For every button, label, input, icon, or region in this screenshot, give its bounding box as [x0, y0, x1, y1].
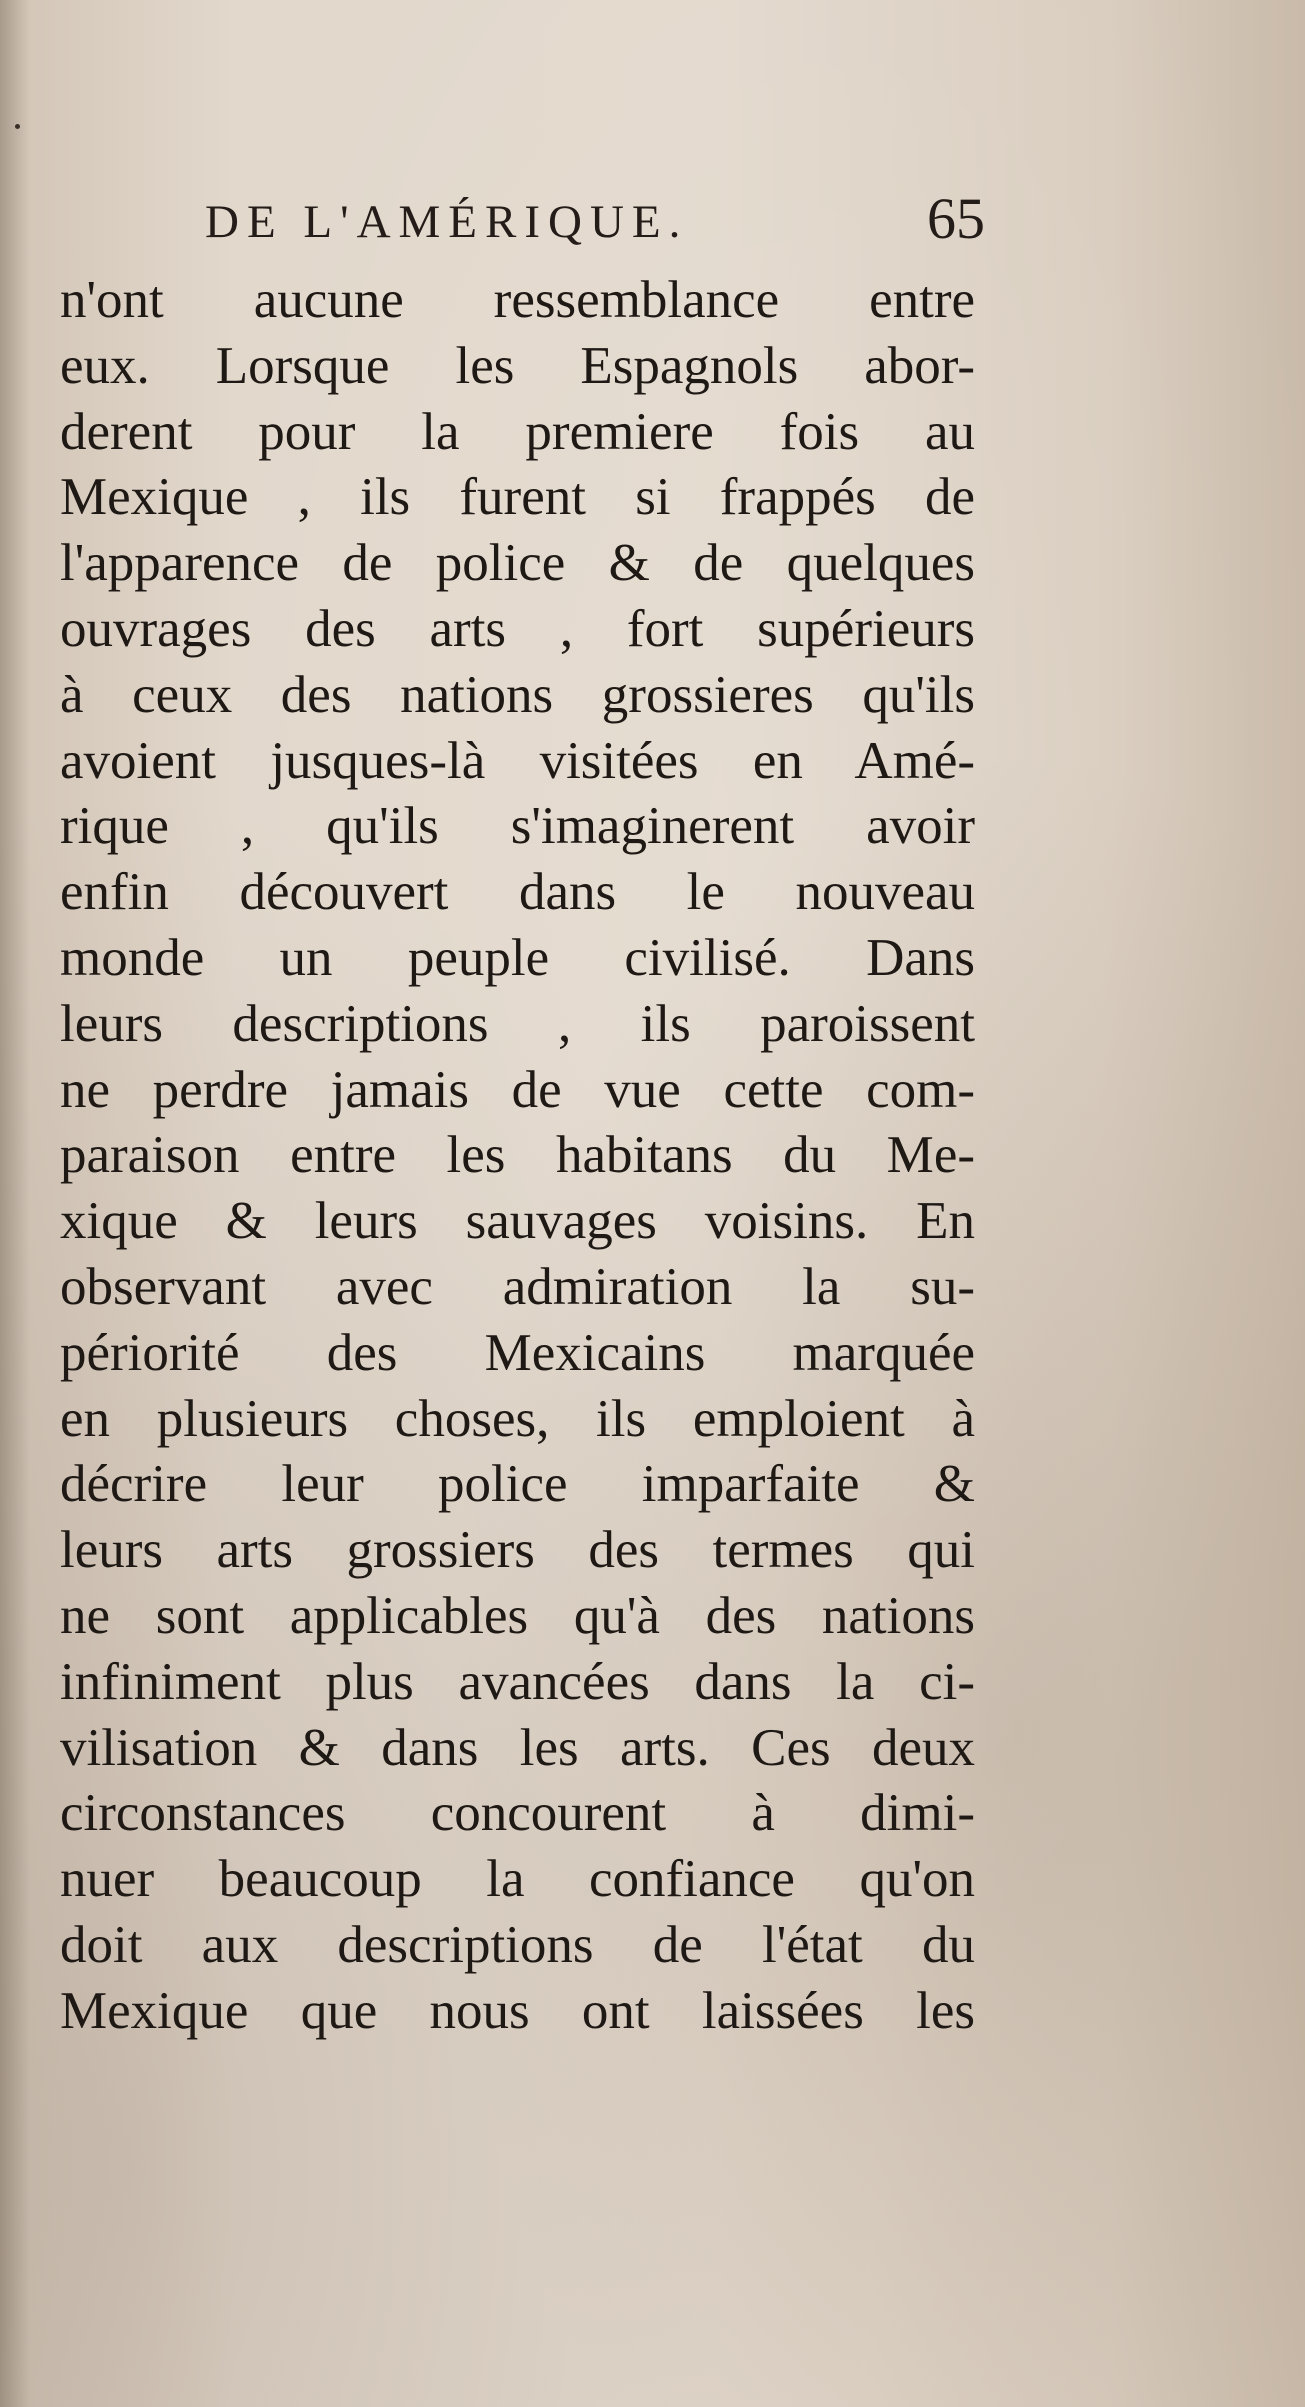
text-line: vilisation & dans les arts. Ces deux — [60, 1718, 975, 1777]
text-line: n'ont aucune ressemblance entre — [60, 271, 975, 329]
text-line: avoient jusques-là visitées en Amé- — [60, 731, 975, 790]
text-line: l'apparence de police & de quelques — [60, 534, 975, 593]
text-line: infiniment plus avancées dans la ci- — [60, 1652, 975, 1711]
text-line: xique & leurs sauvages voisins. En — [60, 1192, 975, 1251]
text-line: ne perdre jamais de vue cette com- — [60, 1060, 975, 1119]
text-line: leurs descriptions , ils paroissent — [60, 994, 975, 1053]
text-line: Mexique que nous ont laissées les — [60, 1981, 975, 2040]
text-line: leurs arts grossiers des termes qui — [60, 1521, 975, 1580]
page-number: 65 — [927, 186, 985, 251]
text-line: ne sont applicables qu'à des nations — [60, 1586, 975, 1645]
text-line: décrire leur police imparfaite & — [60, 1455, 975, 1514]
text-line: observant avec admiration la su- — [60, 1257, 975, 1316]
text-line: ouvrages des arts , fort supérieurs — [60, 599, 975, 658]
text-line: paraison entre les habitans du Me- — [60, 1126, 975, 1185]
text-line: enfin découvert dans le nouveau — [60, 863, 975, 922]
text-line: en plusieurs choses, ils emploient à — [60, 1389, 975, 1448]
text-line: derent pour la premiere fois au — [60, 402, 975, 461]
text-line: monde un peuple civilisé. Dans — [60, 928, 975, 987]
text-line: doit aux descriptions de l'état du — [60, 1915, 975, 1974]
text-line: nuer beaucoup la confiance qu'on — [60, 1850, 975, 1909]
text-line: eux. Lorsque les Espagnols abor- — [60, 336, 975, 395]
ink-speck — [15, 124, 20, 129]
text-line: périorité des Mexicains marquée — [60, 1323, 975, 1382]
text-line: à ceux des nations grossieres qu'ils — [60, 665, 975, 724]
running-title: DE L'AMÉRIQUE. — [205, 196, 689, 248]
text-line: rique , qu'ils s'imaginerent avoir — [60, 797, 975, 856]
text-line: Mexique , ils furent si frappés de — [60, 468, 975, 527]
body-text — [60, 268, 975, 2045]
spine-shadow — [0, 0, 30, 2407]
page-header — [60, 185, 985, 265]
text-line: circonstances concourent à dimi- — [60, 1784, 975, 1843]
